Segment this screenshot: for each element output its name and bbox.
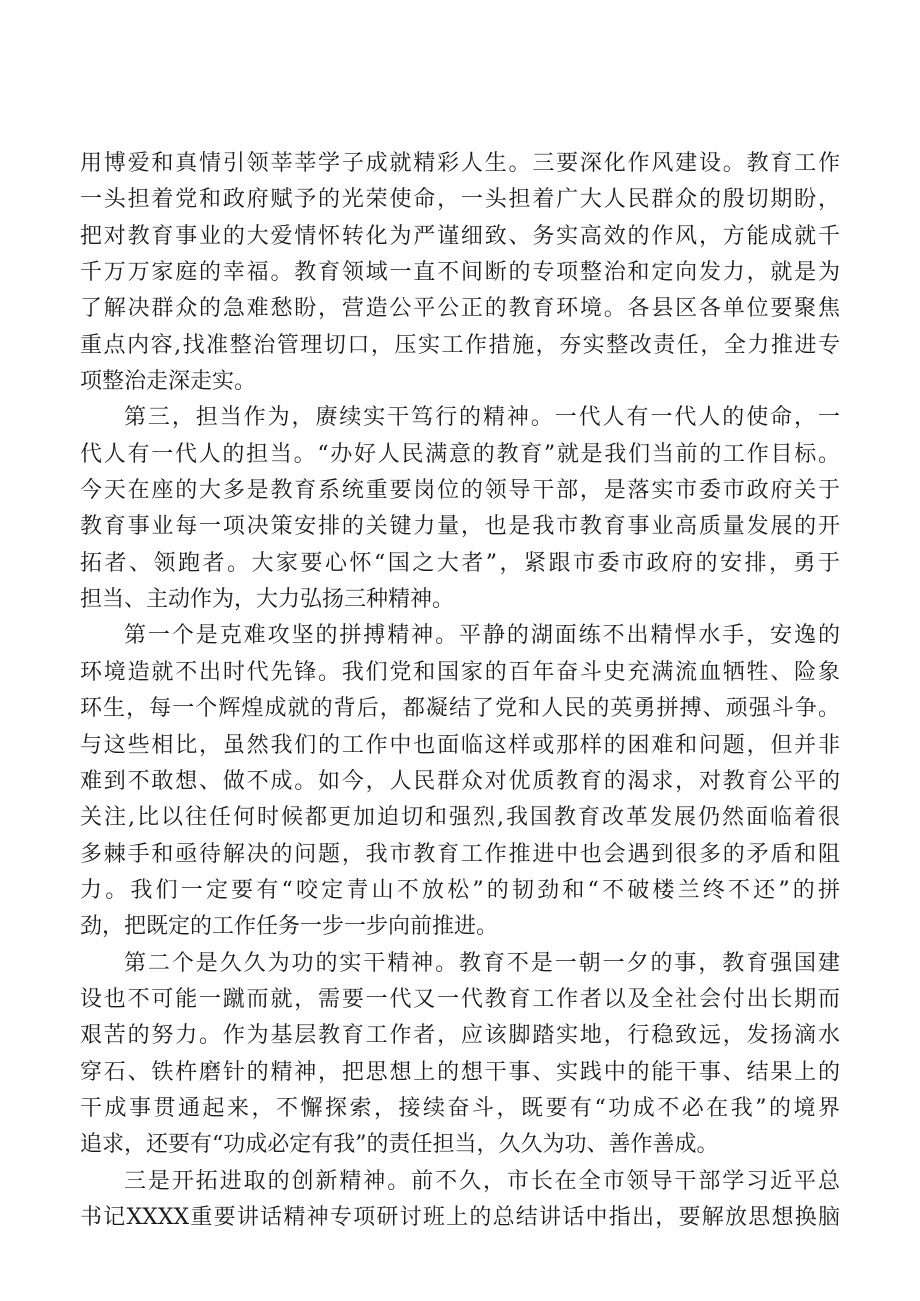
text-line: 与这些相比，虽然我们的工作中也面临这样或那样的困难和问题，但并非 [80, 732, 840, 758]
text-line: 第一个是克难攻坚的拼搏精神。平静的湖面练不出精悍水手，安逸的 [124, 623, 840, 649]
text-line: 教育事业每一项决策安排的关键力量，也是我市教育事业高质量发展的开 [80, 514, 840, 540]
paragraph [80, 618, 840, 945]
text-line: 千万万家庭的幸福。教育领域一直不间断的专项整治和定向发力，就是为 [80, 260, 840, 286]
text-line: 干成事贯通起来，不懈探索，接续奋斗，既要有“功成不必在我”的境界 [80, 1095, 840, 1121]
text-line: 环境造就不出时代先锋。我们党和国家的百年奋斗史充满流血牺牲、险象 [80, 659, 840, 685]
text-line: 劲，把既定的工作任务一步一步向前推进。 [80, 914, 499, 940]
text-line: 艰苦的努力。作为基层教育工作者，应该脚踏实地，行稳致远，发扬滴水 [80, 1023, 840, 1049]
text-line: 环生，每一个辉煌成就的背后，都凝结了党和人民的英勇拼搏、顽强斗争。 [80, 696, 840, 722]
text-line: 书记XXXX重要讲话精神专项研讨班上的总结讲话中指出，要解放思想换脑 [80, 1204, 840, 1230]
text-line: 第二个是久久为功的实干精神。教育不是一朝一夕的事，教育强国建 [124, 950, 840, 976]
text-line: 设也不可能一蹴而就，需要一代又一代教育工作者以及全社会付出长期而 [80, 986, 840, 1012]
text-line: 了解决群众的急难愁盼，营造公平公正的教育环境。各县区各单位要聚焦 [80, 296, 840, 322]
paragraph [80, 1164, 840, 1237]
text-line: 拓者、领跑者。大家要心怀“国之大者”，紧跟市委市政府的安排，勇于 [80, 550, 840, 576]
text-line: 项整治走深走实。 [80, 369, 257, 395]
text-line: 一头担着党和政府赋予的光荣使命，一头担着广大人民群众的殷切期盼， [80, 187, 840, 213]
paragraph [80, 946, 840, 1164]
text-line: 多棘手和亟待解决的问题，我市教育工作推进中也会遇到很多的矛盾和阻 [80, 841, 840, 867]
text-line: 把对教育事业的大爱情怀转化为严谨细致、务实高效的作风，方能成就千 [80, 223, 840, 249]
text-line: 难到不敢想、做不成。如今，人民群众对优质教育的渴求，对教育公平的 [80, 768, 840, 794]
text-line: 重点内容,找准整治管理切口，压实工作措施，夯实整改责任，全力推进专 [80, 332, 840, 358]
text-line: 追求，还要有“功成必定有我”的责任担当，久久为功、善作善成。 [80, 1132, 719, 1158]
text-line: 代人有一代人的担当。“办好人民满意的教育”就是我们当前的工作目标。 [80, 441, 840, 467]
text-line: 三是开拓进取的创新精神。前不久，市长在全市领导干部学习近平总 [124, 1168, 840, 1194]
text-line: 用博爱和真情引领莘莘学子成就精彩人生。三要深化作风建设。教育工作 [80, 151, 840, 176]
body-text [80, 146, 840, 1236]
text-line: 力。我们一定要有“咬定青山不放松”的韧劲和“不破楼兰终不还”的拼 [80, 877, 840, 903]
text-line: 穿石、铁杵磨针的精神，把思想上的想干事、实践中的能干事、结果上的 [80, 1059, 840, 1085]
paragraph [80, 146, 840, 400]
text-line: 第三，担当作为，赓续实干笃行的精神。一代人有一代人的使命，一 [124, 405, 840, 431]
text-line: 担当、主动作为，大力弘扬三种精神。 [80, 587, 455, 613]
text-line: 今天在座的大多是教育系统重要岗位的领导干部，是落实市委市政府关于 [80, 478, 840, 504]
paragraph [80, 400, 840, 618]
text-line: 关注,比以往任何时候都更加迫切和强烈,我国教育改革发展仍然面临着很 [80, 805, 840, 831]
